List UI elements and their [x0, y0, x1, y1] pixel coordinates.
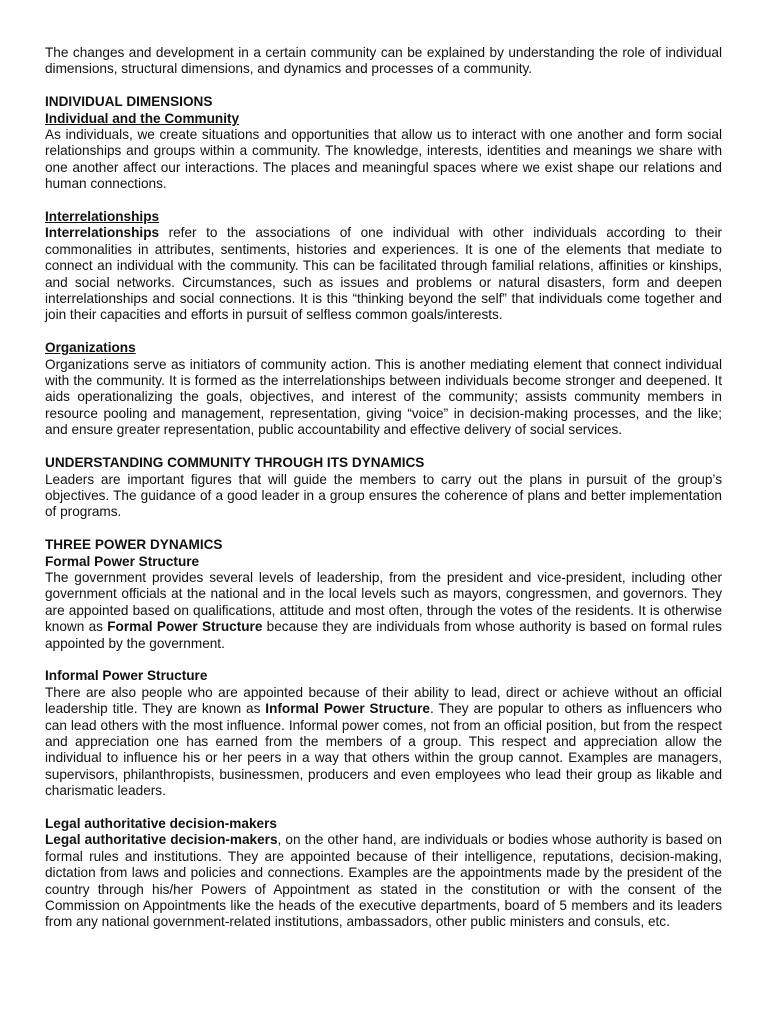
- formal-power-heading: Formal Power Structure: [45, 553, 200, 569]
- power-dynamics-heading: THREE POWER DYNAMICS: [45, 537, 223, 553]
- interrelationships-heading: Interrelationships: [45, 209, 160, 225]
- informal-power-term: Informal Power Structure: [265, 701, 430, 717]
- dynamics-paragraph: Leaders are important figures that will guide the members to carry out the plans in pursuit of the group’s objectives. The guidance of a good leader in a group ensures the coherence of plans and better implementation of programs.: [45, 471, 722, 520]
- intro-paragraph: The changes and development in a certain community can be explained by understanding the role of individual dimensions, structural dimensions, and dynamics and processes of a community.: [45, 45, 722, 77]
- individual-community-subheading: Individual and the Community: [45, 110, 240, 126]
- legal-decision-makers-term: Legal authoritative decision-makers: [45, 832, 278, 848]
- legal-decision-makers-paragraph: [45, 832, 722, 930]
- dynamics-heading: UNDERSTANDING COMMUNITY THROUGH ITS DYNAMICS: [45, 455, 425, 471]
- formal-power-term: Formal Power Structure: [107, 619, 263, 635]
- interrelationships-paragraph: [45, 225, 722, 323]
- organizations-heading: Organizations: [45, 340, 136, 356]
- organizations-paragraph: Organizations serve as initiators of community action. This is another mediating element that connect individual with the community. It is formed as the interrelationships between individuals become stronger and deepened. It aids operationalizing the goals, objectives, and interest of the community; assists community members in resource pooling and management, representation, giving “voice” in decision-making processes, and the like; and ensure greater representation, public accountability and effective delivery of social services.: [45, 356, 722, 438]
- informal-power-paragraph: [45, 685, 722, 800]
- formal-power-body-end: because they are individuals from whose authority is based on formal rules appointed by the government.: [45, 619, 722, 651]
- informal-power-body-end: . They are popular to others as influencers who can lead others with the most influence. Informal power comes, not from an official position, but from the respect and appreciation one has earned from the members of a group. This respect and appreciation allow the individual to influence his or her peers in a way that others within the group cannot. Examples are managers, supervisors, philanthropists, businessmen, producers and even employees who lead their group as likable and charismatic leaders.: [45, 701, 722, 799]
- individual-community-paragraph: As individuals, we create situations and opportunities that allow us to interact with one another and form social relationships and groups within a community. The knowledge, interests, identities and meanings we share with one another affect our interactions. The places and meaningful spaces where we exist shape our relations and human connections.: [45, 127, 722, 192]
- interrelationships-term: Interrelationships: [45, 225, 160, 241]
- individual-dimensions-heading: INDIVIDUAL DIMENSIONS: [45, 94, 213, 110]
- informal-power-heading: Informal Power Structure: [45, 668, 208, 684]
- legal-decision-makers-heading: Legal authoritative decision-makers: [45, 815, 277, 831]
- formal-power-body-start: The government provides several levels of leadership, from the president and vice-president, including other government officials at the national and in the local levels such as mayors, congressmen, and governors. They are appointed based on qualifications, attitude and most often, through the votes of the residents. It is otherwise known as: [45, 569, 722, 635]
- interrelationships-body: refer to the associations of one individual with other individuals according to their commonalities in attributes, sentiments, histories and experiences. It is one of the elements that mediate to connect an individual with the community. This can be facilitated through familial relations, affinities or kinships, and social networks. Circumstances, such as issues and problems or natural disasters, form and deepen interrelationships and social connections. It is this “thinking beyond the self” that individuals come together and join their capacities and efforts in pursuit of selfless common goals/interests.: [45, 225, 722, 323]
- informal-power-body-start: There are also people who are appointed because of their ability to lead, direct or achieve without an official leadership title. They are known as: [45, 684, 722, 717]
- formal-power-paragraph: [45, 570, 722, 652]
- legal-decision-makers-body: , on the other hand, are individuals or bodies whose authority is based on formal rules and institutions. They are appointed because of their intelligence, reputations, decision-making, dictation from laws and policies and connections. Examples are the appointments made by the president of the country through his/her Powers of Appointment as stated in the constitution or with the consent of the Commission on Appointments like the heads of the executive departments, board of 5 members and its leaders from any national government-related institutions, ambassadors, other public ministers and consuls, etc.: [45, 832, 722, 930]
